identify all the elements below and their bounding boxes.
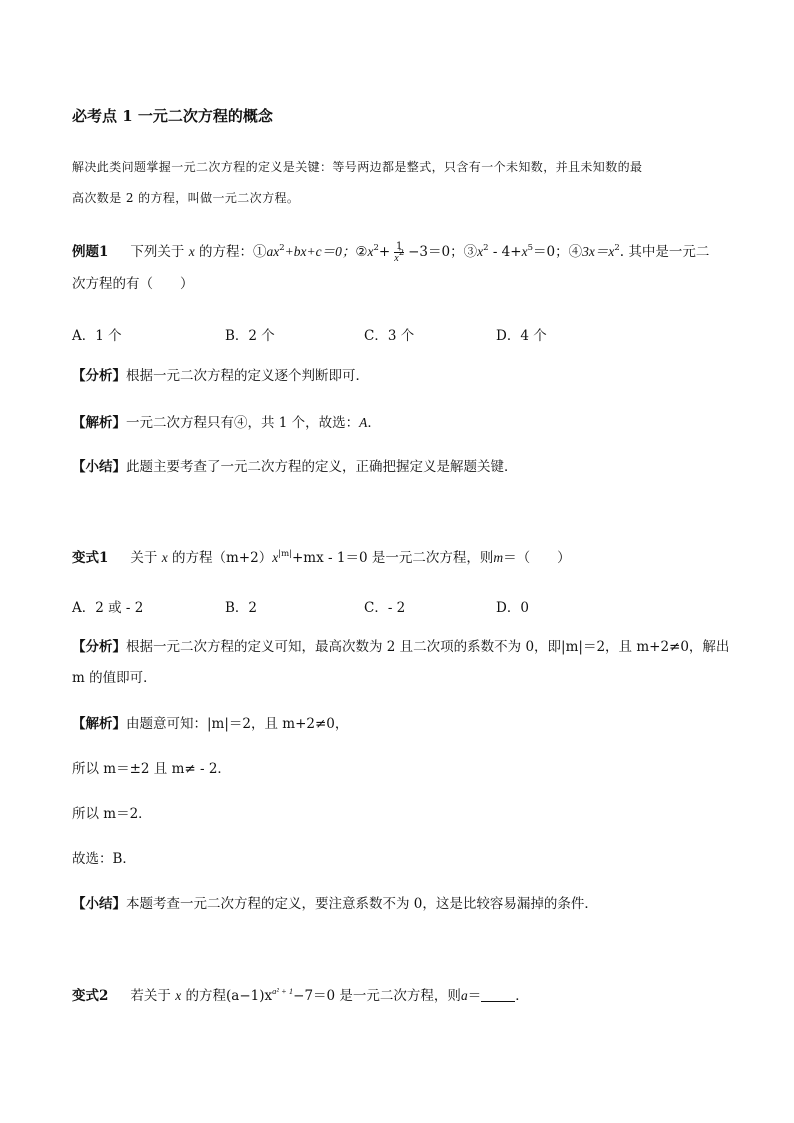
example1-option-b: B．2 个 <box>225 328 275 344</box>
summary-tag: 【小结】 <box>72 896 126 912</box>
example1-option-a: A．1 个 <box>72 328 122 344</box>
analysis-text: 根据一元二次方程的定义逐个判断即可． <box>126 368 369 384</box>
variant1-option-b: B．2 <box>225 600 258 616</box>
variant1-option-c: C．- 2 <box>364 600 406 616</box>
equation-1: $①ax^2+bx+c=0$； <box>253 243 356 260</box>
fraction: $\frac{1}{x^2}$ <box>394 241 405 264</box>
solution-answer: A <box>359 415 368 430</box>
variant1-label: 变式1 <box>72 550 109 566</box>
summary-text: 此题主要考查了一元二次方程的定义，正确把握定义是解题关键． <box>126 459 518 475</box>
section-title: 必考点 1 一元二次方程的概念 <box>72 107 273 125</box>
analysis-text: 根据一元二次方程的定义可知，最高次数为 2 且二次项的系数不为 0，即|m|＝2，且 m+2≠0，解出 <box>126 639 730 655</box>
example1-summary <box>72 461 518 475</box>
equation-2: $②x^2+$ $\frac{1}{x^2}$ −3＝0； <box>355 241 464 264</box>
intro-line-2: 高次数是 2 的方程，叫做一元二次方程。 <box>72 191 300 205</box>
solution-text: 一元二次方程只有④，共 1 个，故选： <box>126 415 360 431</box>
example1-option-c: C．3 个 <box>364 328 415 344</box>
solution-tag: 【解析】 <box>72 415 126 431</box>
summary-tag: 【小结】 <box>72 459 126 475</box>
analysis-tag: 【分析】 <box>72 368 126 384</box>
analysis-tag: 【分析】 <box>72 639 126 655</box>
variant2-question: 变式2 若关于 x 的方程$(a-1)x^{a^2 + 1}-7=0$ 是一元二次方程，则a＝ ． <box>72 986 529 1004</box>
variant1-analysis-line1 <box>72 641 729 655</box>
example1-label: 例题1 <box>72 244 109 260</box>
variant1-solution-line4: 故选：B． <box>72 851 136 867</box>
variant1-solution-line1 <box>72 718 348 732</box>
variant2-label: 变式2 <box>72 988 109 1004</box>
example1-question-line2: 次方程的有（ ） <box>72 276 194 292</box>
variant1-analysis-line2: m 的值即可． <box>72 670 157 686</box>
variant1-summary <box>72 898 598 912</box>
solution-tag: 【解析】 <box>72 716 126 732</box>
variant1-question: 变式1 关于 x 的方程$(m+2)x^{|m|}+mx - 1=0$ 是一元二次方程，则m＝（ ） <box>72 549 571 566</box>
example1-question <box>72 241 709 264</box>
variant1-solution-line3: 所以 m＝2． <box>72 806 152 822</box>
example1-analysis <box>72 370 369 384</box>
answer-blank[interactable] <box>481 989 515 1002</box>
solution-text: 由题意可知：|m|＝2，且 m+2≠0， <box>126 716 349 732</box>
summary-text: 本题考查一元二次方程的定义，要注意系数不为 0，这是比较容易漏掉的条件． <box>126 896 598 912</box>
example1-option-d: D．4 个 <box>496 328 547 344</box>
equation-3: $③x^2 - 4+x^5=0$； <box>463 243 569 260</box>
intro-line-1: 解决此类问题掌握一元二次方程的定义是关键：等号两边都是整式，只含有一个未知数，并且未知数的最 <box>72 160 643 174</box>
q-text: 下列关于 <box>130 244 185 260</box>
equation-4: $④3x=x^2$. 其中是一元二 <box>568 243 710 260</box>
variant1-option-a: A．2 或 - 2 <box>72 600 144 616</box>
variant1-solution-line2: 所以 m＝±2 且 m≠ - 2． <box>72 761 231 777</box>
variant1-option-d: D．0 <box>496 600 529 616</box>
example1-solution: 【解析】一元二次方程只有④，共 1 个，故选：A． <box>72 415 381 431</box>
var-x: x <box>188 244 195 259</box>
q-text: 的方程： <box>199 244 253 260</box>
